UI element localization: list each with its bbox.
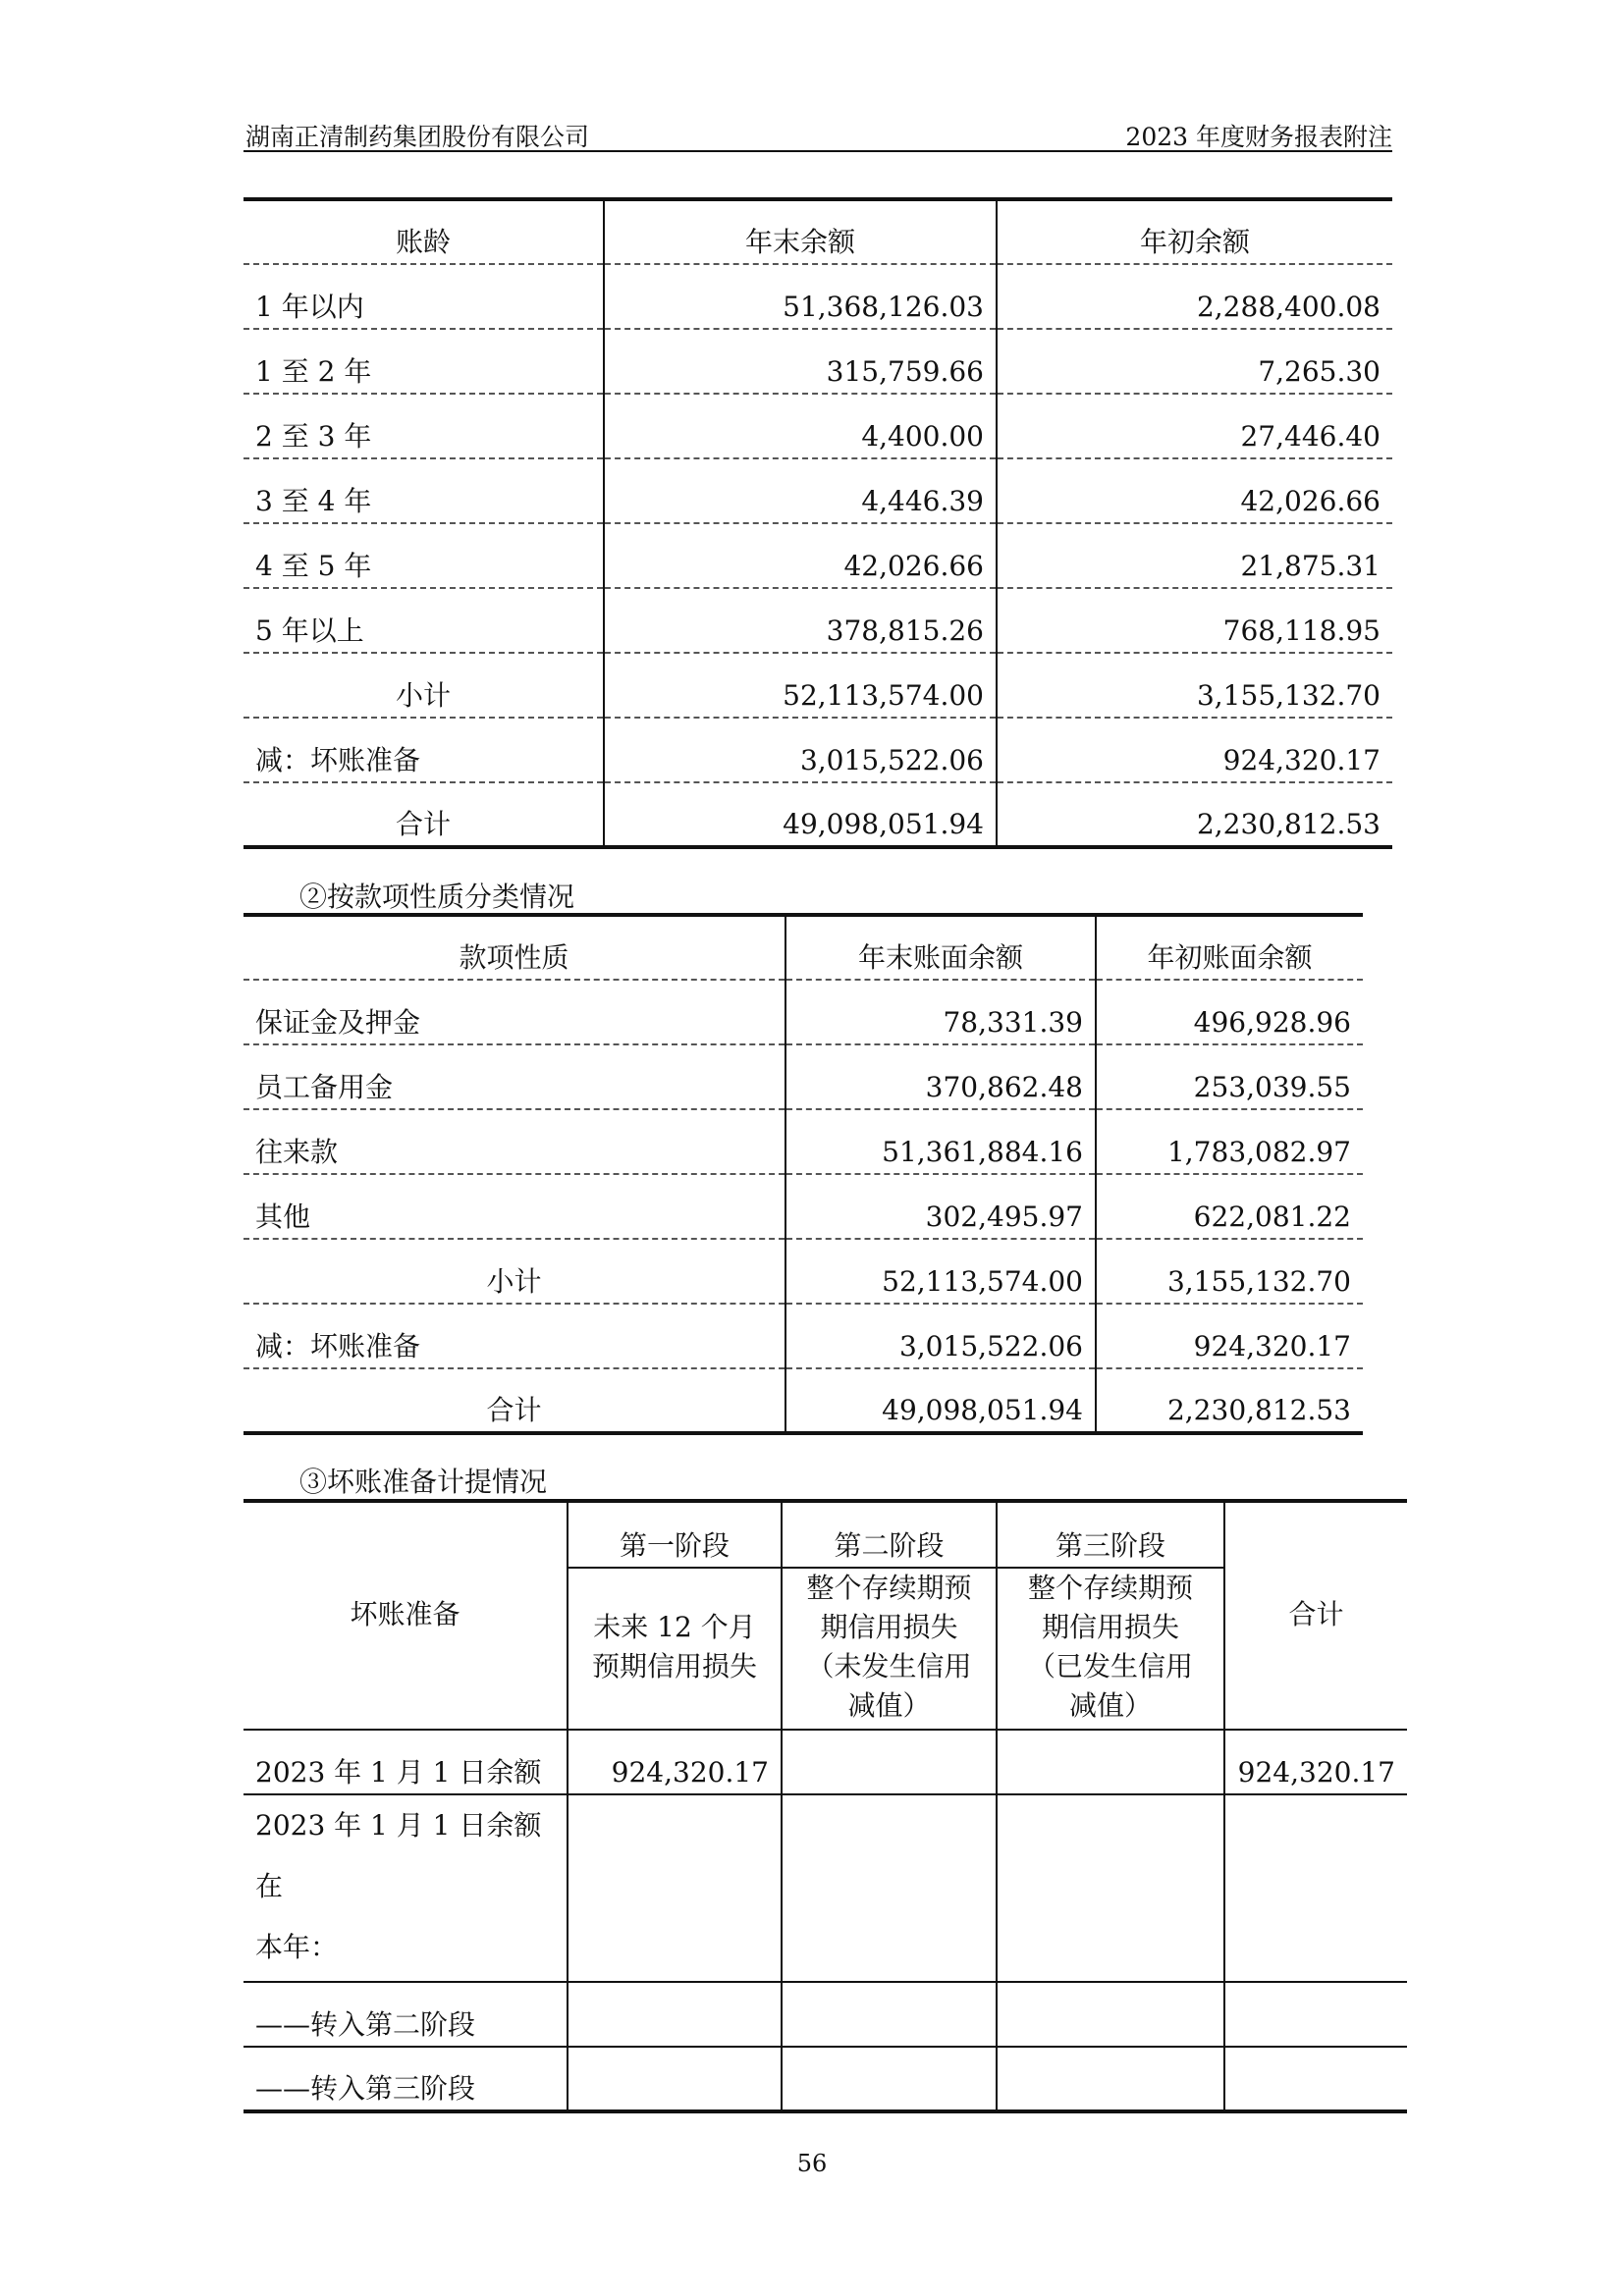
header-cell: 年末账面余额 — [785, 915, 1096, 980]
row-label: 1 年以内 — [244, 264, 604, 329]
cell-value: 924,320.17 — [997, 718, 1392, 782]
cell-value: 51,361,884.16 — [785, 1109, 1096, 1174]
table-row — [244, 980, 1363, 1044]
section-title-provision: ③坏账准备计提情况 — [299, 1466, 548, 1498]
table-header-row — [244, 915, 1363, 980]
cell-value: 622,081.22 — [1096, 1174, 1363, 1239]
cell-value: 370,862.48 — [785, 1044, 1096, 1109]
cell-value: 2,230,812.53 — [1096, 1368, 1363, 1433]
table-row — [244, 1304, 1363, 1368]
cell-value: 2,230,812.53 — [997, 782, 1392, 847]
cell-value: 924,320.17 — [1224, 1730, 1407, 1794]
cell-value — [782, 1730, 997, 1794]
cell-value: 78,331.39 — [785, 980, 1096, 1044]
cell-value: 924,320.17 — [1096, 1304, 1363, 1368]
cell-value: 7,265.30 — [997, 329, 1392, 394]
aging-table — [244, 197, 1392, 849]
cell-value: 315,759.66 — [604, 329, 997, 394]
total-row — [244, 1368, 1363, 1433]
stage3-desc-line: 期信用损失 — [1041, 1611, 1179, 1643]
cell-value — [568, 1982, 782, 2047]
row-label: 4 至 5 年 — [244, 523, 604, 588]
nature-table — [244, 913, 1363, 1435]
cell-value: 253,039.55 — [1096, 1044, 1363, 1109]
row-label: 往来款 — [244, 1109, 785, 1174]
cell-value — [568, 1794, 782, 1982]
cell-value — [568, 2047, 782, 2111]
table-row — [244, 718, 1392, 782]
stage2-header: 第二阶段 — [782, 1501, 997, 1568]
cell-value — [997, 2047, 1224, 2111]
cell-value: 51,368,126.03 — [604, 264, 997, 329]
row-label: ——转入第二阶段 — [244, 1982, 568, 2047]
stage1-desc-line: 未来 12 个月 — [593, 1611, 756, 1643]
section-title-nature: ②按款项性质分类情况 — [299, 881, 575, 913]
cell-value — [1224, 1794, 1407, 1982]
stage3-header: 第三阶段 — [997, 1501, 1224, 1568]
row-label: 减：坏账准备 — [244, 1304, 785, 1368]
row-label: 保证金及押金 — [244, 980, 785, 1044]
cell-value — [1224, 1982, 1407, 2047]
cell-value — [1224, 2047, 1407, 2111]
cell-value: 2,288,400.08 — [997, 264, 1392, 329]
table-header-row — [244, 199, 1392, 264]
cell-value — [997, 1982, 1224, 2047]
header-divider — [244, 150, 1392, 152]
row-label: 2 至 3 年 — [244, 394, 604, 458]
cell-value: 3,155,132.70 — [1096, 1239, 1363, 1304]
stage3-desc-line: （已发生信用 — [1027, 1650, 1193, 1682]
row-label-line: 本年： — [255, 1931, 339, 1963]
provision-label-header: 坏账准备 — [244, 1501, 568, 1730]
cell-value: 378,815.26 — [604, 588, 997, 653]
cell-value: 52,113,574.00 — [785, 1239, 1096, 1304]
cell-value — [997, 1794, 1224, 1982]
header-cell: 年初余额 — [997, 199, 1392, 264]
page-number: 56 — [796, 2150, 828, 2177]
row-label: 合计 — [244, 1368, 785, 1433]
row-label: 合计 — [244, 782, 604, 847]
cell-value: 42,026.66 — [604, 523, 997, 588]
header-report-title: 2023 年度财务报表附注 — [1125, 123, 1392, 151]
cell-value: 924,320.17 — [568, 1730, 782, 1794]
table-row — [244, 329, 1392, 394]
row-label: 其他 — [244, 1174, 785, 1239]
row-label: 5 年以上 — [244, 588, 604, 653]
cell-value: 52,113,574.00 — [604, 653, 997, 718]
row-label: 员工备用金 — [244, 1044, 785, 1109]
stage1-desc — [568, 1568, 782, 1730]
header-cell: 款项性质 — [244, 915, 785, 980]
table-row — [244, 1794, 1407, 1982]
stage2-desc-line: 减值） — [847, 1689, 931, 1722]
table-row — [244, 2047, 1407, 2111]
stage3-desc-line: 整个存续期预 — [1027, 1572, 1193, 1604]
stage1-header: 第一阶段 — [568, 1501, 782, 1568]
header-cell: 账龄 — [244, 199, 604, 264]
stage2-desc-line: 整个存续期预 — [806, 1572, 972, 1604]
cell-value — [782, 1794, 997, 1982]
row-label: 小计 — [244, 1239, 785, 1304]
cell-value: 768,118.95 — [997, 588, 1392, 653]
table-row — [244, 264, 1392, 329]
stage1-desc-line: 预期信用损失 — [591, 1650, 757, 1682]
table-row — [244, 394, 1392, 458]
row-label: 减：坏账准备 — [244, 718, 604, 782]
table-row — [244, 1109, 1363, 1174]
row-label: 3 至 4 年 — [244, 458, 604, 523]
stage3-desc-line: 减值） — [1068, 1689, 1152, 1722]
total-row — [244, 782, 1392, 847]
cell-value: 27,446.40 — [997, 394, 1392, 458]
table-row — [244, 458, 1392, 523]
table-row — [244, 1174, 1363, 1239]
subtotal-row — [244, 653, 1392, 718]
cell-value: 302,495.97 — [785, 1174, 1096, 1239]
stage-header-row — [244, 1501, 1407, 1568]
stage2-desc-line: （未发生信用 — [806, 1650, 972, 1682]
cell-value: 1,783,082.97 — [1096, 1109, 1363, 1174]
cell-value: 3,015,522.06 — [785, 1304, 1096, 1368]
cell-value — [997, 1730, 1224, 1794]
stage2-desc — [782, 1568, 997, 1730]
row-label: 小计 — [244, 653, 604, 718]
cell-value: 42,026.66 — [997, 458, 1392, 523]
cell-value: 21,875.31 — [997, 523, 1392, 588]
table-row — [244, 523, 1392, 588]
row-label — [244, 1794, 568, 1982]
table-row — [244, 1982, 1407, 2047]
table-row — [244, 1730, 1407, 1794]
cell-value: 3,015,522.06 — [604, 718, 997, 782]
cell-value: 49,098,051.94 — [785, 1368, 1096, 1433]
cell-value: 4,400.00 — [604, 394, 997, 458]
row-label: 1 至 2 年 — [244, 329, 604, 394]
stage3-desc — [997, 1568, 1224, 1730]
header-cell: 年末余额 — [604, 199, 997, 264]
cell-value: 496,928.96 — [1096, 980, 1363, 1044]
header-company: 湖南正清制药集团股份有限公司 — [245, 123, 590, 151]
table-row — [244, 588, 1392, 653]
stage2-desc-line: 期信用损失 — [820, 1611, 958, 1643]
row-label-line: 2023 年 1 月 1 日余额在 — [255, 1809, 542, 1902]
header-cell: 年初账面余额 — [1096, 915, 1363, 980]
cell-value: 3,155,132.70 — [997, 653, 1392, 718]
cell-value — [782, 2047, 997, 2111]
subtotal-row — [244, 1239, 1363, 1304]
total-header: 合计 — [1224, 1501, 1407, 1730]
provision-table — [244, 1499, 1407, 2113]
row-label: ——转入第三阶段 — [244, 2047, 568, 2111]
cell-value: 49,098,051.94 — [604, 782, 997, 847]
row-label: 2023 年 1 月 1 日余额 — [244, 1730, 568, 1794]
cell-value — [782, 1982, 997, 2047]
cell-value: 4,446.39 — [604, 458, 997, 523]
table-row — [244, 1044, 1363, 1109]
